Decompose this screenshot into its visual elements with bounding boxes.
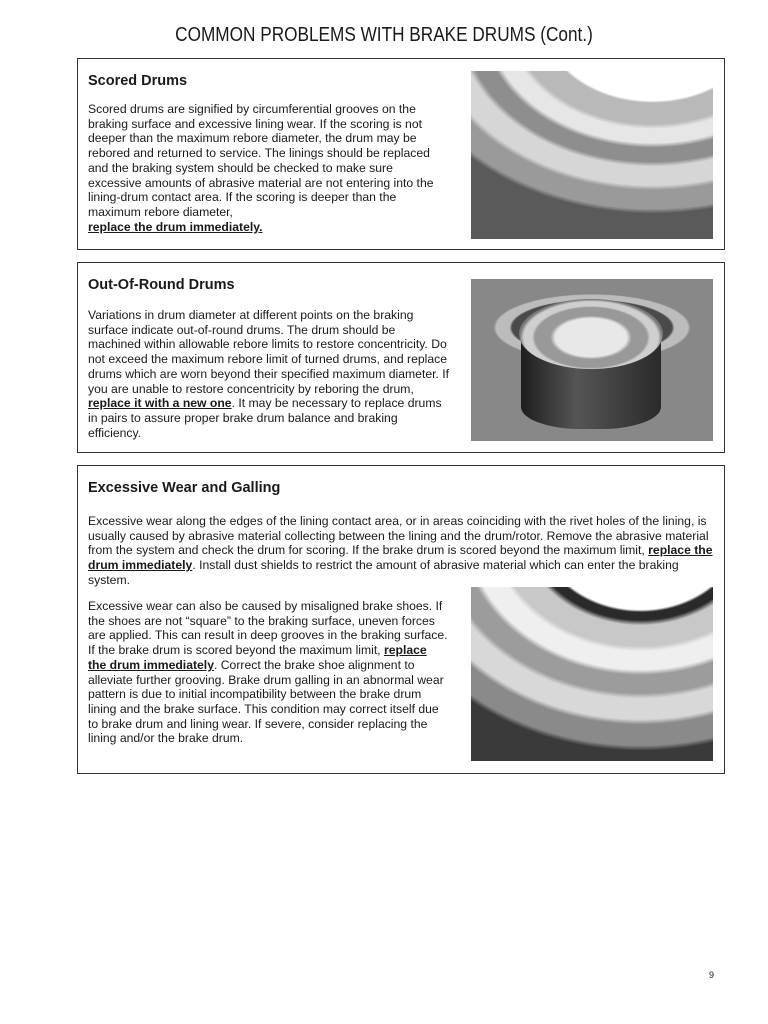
emphasis-text: replace the drum immediately (88, 643, 427, 672)
page-number: 9 (709, 970, 715, 980)
out-of-round-drum-photo (471, 279, 713, 441)
section-paragraph: Excessive wear along the edges of the lining contact area, or in areas coinciding with the rivet holes of the lining, is usually caused by abrasive material collecting between the lining and the drum/rotor. Remove the abrasive material from the system and check the drum for scoring. If the brake drum is scored beyond the maximum limit, replace the drum immediately. Install dust shields to restrict the amount of abrasive material which can enter the braking system. (88, 514, 713, 587)
scored-drum-photo (471, 71, 713, 239)
page-title: COMMON PROBLEMS WITH BRAKE DRUMS (Cont.) (175, 24, 593, 46)
section-heading: Scored Drums (88, 73, 188, 89)
section-paragraph: Variations in drum diameter at different points on the braking surface indicate out-of-round drums. The drum should be machined within allowable rebore limits to restore concentricity. Do not exceed the maximum rebore limit of turned drums, and replace drums which are worn beyond their specified maximum diameter. If you are unable to restore concentricity by reboring the drum, replace it with a new one. It may be necessary to replace drums in pairs to assure proper brake drum balance and braking efficiency. (88, 308, 450, 440)
section-heading: Out-Of-Round Drums (88, 277, 235, 293)
galled-drum-photo (471, 587, 713, 761)
section-scored-drums (77, 58, 725, 250)
emphasis-text: replace the drum immediately. (88, 219, 263, 234)
section-out-of-round-drums (77, 262, 725, 453)
emphasis-text: replace the drum immediately (88, 543, 713, 573)
section-excessive-wear-galling (77, 465, 725, 774)
emphasis-text: replace it with a new one (88, 396, 232, 411)
section-paragraph: Scored drums are signified by circumferential grooves on the braking surface and excessive lining wear. If the scoring is not deeper than the maximum rebore diameter, the drum may be rebored and returned to service. The linings should be replaced and the braking system should be checked to make sure excessive amounts of abrasive material are not entering into the lining-drum contact area. If the scoring is deeper than the maximum rebore diameter, replace the drum immediately. (88, 102, 434, 234)
section-paragraph: Excessive wear can also be caused by misaligned brake shoes. If the shoes are not “square” to the braking surface, uneven forces are applied. This can result in deep grooves in the braking surface. If the brake drum is scored beyond the maximum limit, replace the drum immediately. Correct the brake shoe alignment to alleviate further grooving. Brake drum galling in an abnormal wear pattern is due to initial incompatibility between the brake drum lining and the brake surface. This condition may correct itself due to brake drum and lining wear. If severe, consider replacing the lining and/or the brake drum. (88, 599, 448, 746)
section-heading: Excessive Wear and Galling (88, 480, 281, 496)
